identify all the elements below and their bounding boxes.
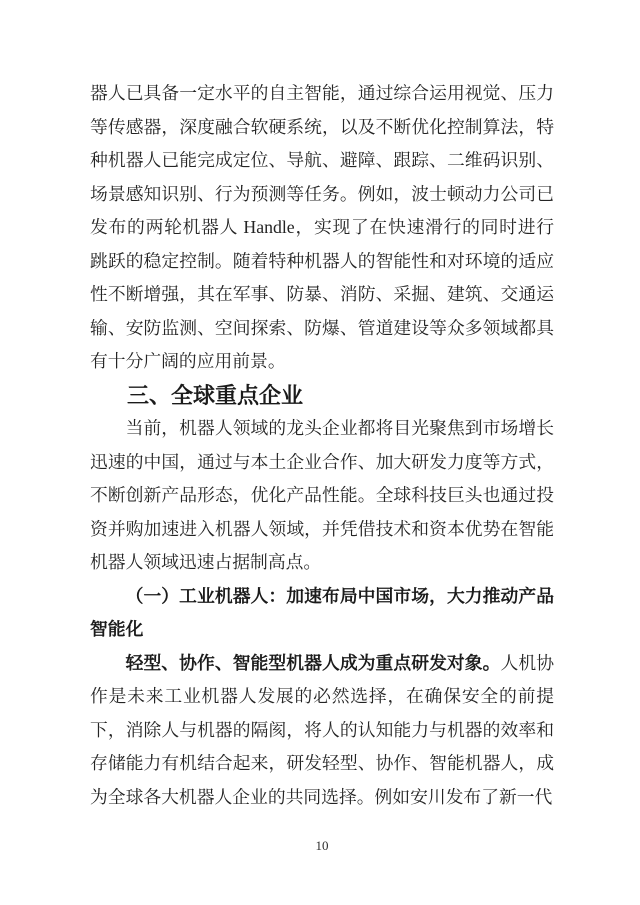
section-heading-global-key-companies: 三、全球重点企业 bbox=[127, 382, 304, 408]
paragraph-global-leaders: 当前，机器人领域的龙头企业都将目光聚焦到市场增长迅速的中国，通过与本土企业合作、加大研发力度等方式，不断创新产品形态，优化产品性能。全球科技巨头也通过投资并购加速进入机器人领域，并凭借技术和资本优势在智能机器人领域迅速占据制高点。 bbox=[90, 418, 554, 572]
page-number: 10 bbox=[315, 838, 329, 853]
paragraph-special-robots: 器人已具备一定水平的自主智能，通过综合运用视觉、压力等传感器，深度融合软硬系统，以及不断优化控制算法，特种机器人已能完成定位、导航、避障、跟踪、二维码识别、场景感知识别、行为预测等任务。例如，波士顿动力公司已发布的两轮机器人 Handle，实现了在快速滑行的同时进行跳跃的稳定控制。随着特种机器人的智能性和对环境的适应性不断增强，其在军事、防暴、消防、采掘、建筑、交通运输、安防监测、空间探索、防爆、管道建设等众多领域都具有十分广阔的应用前景。 bbox=[90, 83, 554, 371]
subsection-heading-industrial-robots: （一）工业机器人：加速布局中国市场，大力推动产品智能化 bbox=[90, 585, 554, 639]
page-content bbox=[90, 77, 554, 814]
paragraph-industrial-robots bbox=[90, 647, 554, 815]
paragraph-body-text: 人机协作是未来工业机器人发展的必然选择，在确保安全的前提下，消除人与机器的隔阂，将人的认知能力与机器的效率和存储能力有机结合起来，研发轻型、协作、智能机器人，成为全球各大机器人企业的共同选择。例如安川发布了新一代 bbox=[90, 652, 554, 807]
paragraph-lead-bold-text: 轻型、协作、智能型机器人成为重点研发对象。 bbox=[125, 652, 501, 673]
